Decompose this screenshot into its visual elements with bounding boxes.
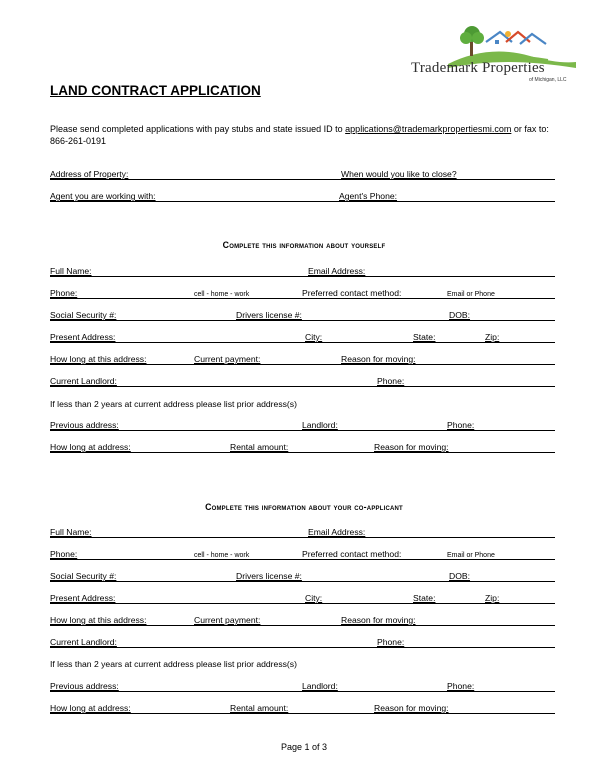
field-label: DOB: [449, 571, 471, 581]
field-label: How long at this address: [50, 354, 147, 364]
coapplicant-name-row[interactable] [50, 525, 555, 538]
agent-phone-label: Agent's Phone: [339, 191, 398, 201]
applicant-previous-row[interactable] [50, 418, 555, 431]
close-date-label: When would you like to close? [341, 169, 457, 179]
applicant-phone-row[interactable] [50, 286, 555, 299]
coapplicant-previous-tenure-row[interactable] [50, 701, 555, 714]
field-label: Previous address: [50, 681, 119, 691]
field-label: City: [305, 332, 323, 342]
field-label: Previous address: [50, 420, 119, 430]
field-label: Current Landlord: [50, 637, 117, 647]
coapplicant-previous-row[interactable] [50, 679, 555, 692]
brand-name: Trademark Properties [411, 60, 545, 76]
field-label: Zip: [485, 593, 500, 603]
field-label: Phone: [377, 637, 405, 647]
co-prior-address-note: If less than 2 years at current address please list prior address(s) [50, 659, 297, 669]
prior-address-note: If less than 2 years at current address please list prior address(s) [50, 399, 297, 409]
agent-label: Agent you are working with: [50, 191, 156, 201]
field-label: Landlord: [302, 420, 338, 430]
applicant-id-row[interactable] [50, 308, 555, 321]
applicant-address-row[interactable] [50, 330, 555, 343]
field-label: Phone: [50, 549, 78, 559]
field-label: Social Security #: [50, 571, 117, 581]
applicant-landlord-row[interactable] [50, 374, 555, 387]
agent-row[interactable] [50, 189, 555, 202]
applicant-previous-tenure-row[interactable] [50, 440, 555, 453]
field-label: Reason for moving: [374, 703, 449, 713]
contact-options[interactable]: Email or Phone [447, 552, 495, 559]
applicant-heading: Complete this information about yourself [222, 240, 386, 250]
field-label: Social Security #: [50, 310, 117, 320]
coapplicant-address-row[interactable] [50, 591, 555, 604]
field-label: Phone: [447, 420, 475, 430]
field-label: Reason for moving: [374, 442, 449, 452]
field-label: Phone: [447, 681, 475, 691]
field-label: Current payment: [194, 354, 261, 364]
applicant-tenure-row[interactable] [50, 352, 555, 365]
coapplicant-phone-row[interactable] [50, 547, 555, 560]
phone-type-options[interactable]: cell - home - work [194, 552, 250, 559]
email-link[interactable]: applications@trademarkpropertiesmi.com [345, 124, 512, 134]
field-label: State: [413, 332, 436, 342]
field-label: How long at address: [50, 703, 131, 713]
field-label: Zip: [485, 332, 500, 342]
coapplicant-id-row[interactable] [50, 569, 555, 582]
field-label: Reason for moving: [341, 354, 416, 364]
coapplicant-heading: Complete this information about your co-applicant [205, 502, 403, 512]
coapplicant-tenure-row[interactable] [50, 613, 555, 626]
field-label: Email Address: [308, 266, 366, 276]
field-label: How long at this address: [50, 615, 147, 625]
field-label: DOB: [449, 310, 471, 320]
field-label: Full Name: [50, 527, 92, 537]
phone-type-options[interactable]: cell - home - work [194, 291, 250, 298]
contact-options[interactable]: Email or Phone [447, 291, 495, 298]
property-address-label: Address of Property: [50, 169, 129, 179]
field-label: Phone: [50, 288, 78, 298]
field-label: Landlord: [302, 681, 338, 691]
field-label: How long at address: [50, 442, 131, 452]
field-label: State: [413, 593, 436, 603]
field-label: Present Address: [50, 332, 116, 342]
property-address-row[interactable] [50, 167, 555, 180]
field-label: Current Landlord: [50, 376, 117, 386]
field-label: Full Name: [50, 266, 92, 276]
field-label: Email Address: [308, 527, 366, 537]
applicant-name-row[interactable] [50, 264, 555, 277]
field-label: Rental amount: [230, 703, 289, 713]
page-title: LAND CONTRACT APPLICATION [50, 83, 261, 98]
field-label: Drivers license #: [236, 310, 302, 320]
field-label: Present Address: [50, 593, 116, 603]
field-label: Phone: [377, 376, 405, 386]
field-label: City: [305, 593, 323, 603]
brand-subtitle: of Michigan, LLC [529, 77, 567, 83]
intro-text: Please send completed applications with pay stubs and state issued ID to applications@trademarkpropertiesmi.com or fax to: 866-261-0191 [50, 124, 549, 146]
field-label: Rental amount: [230, 442, 289, 452]
field-label: Preferred contact method: [302, 549, 402, 559]
field-label: Current payment: [194, 615, 261, 625]
page-number: Page 1 of 3 [280, 742, 328, 752]
field-label: Preferred contact method: [302, 288, 402, 298]
field-label: Reason for moving: [341, 615, 416, 625]
field-label: Drivers license #: [236, 571, 302, 581]
coapplicant-landlord-row[interactable] [50, 635, 555, 648]
